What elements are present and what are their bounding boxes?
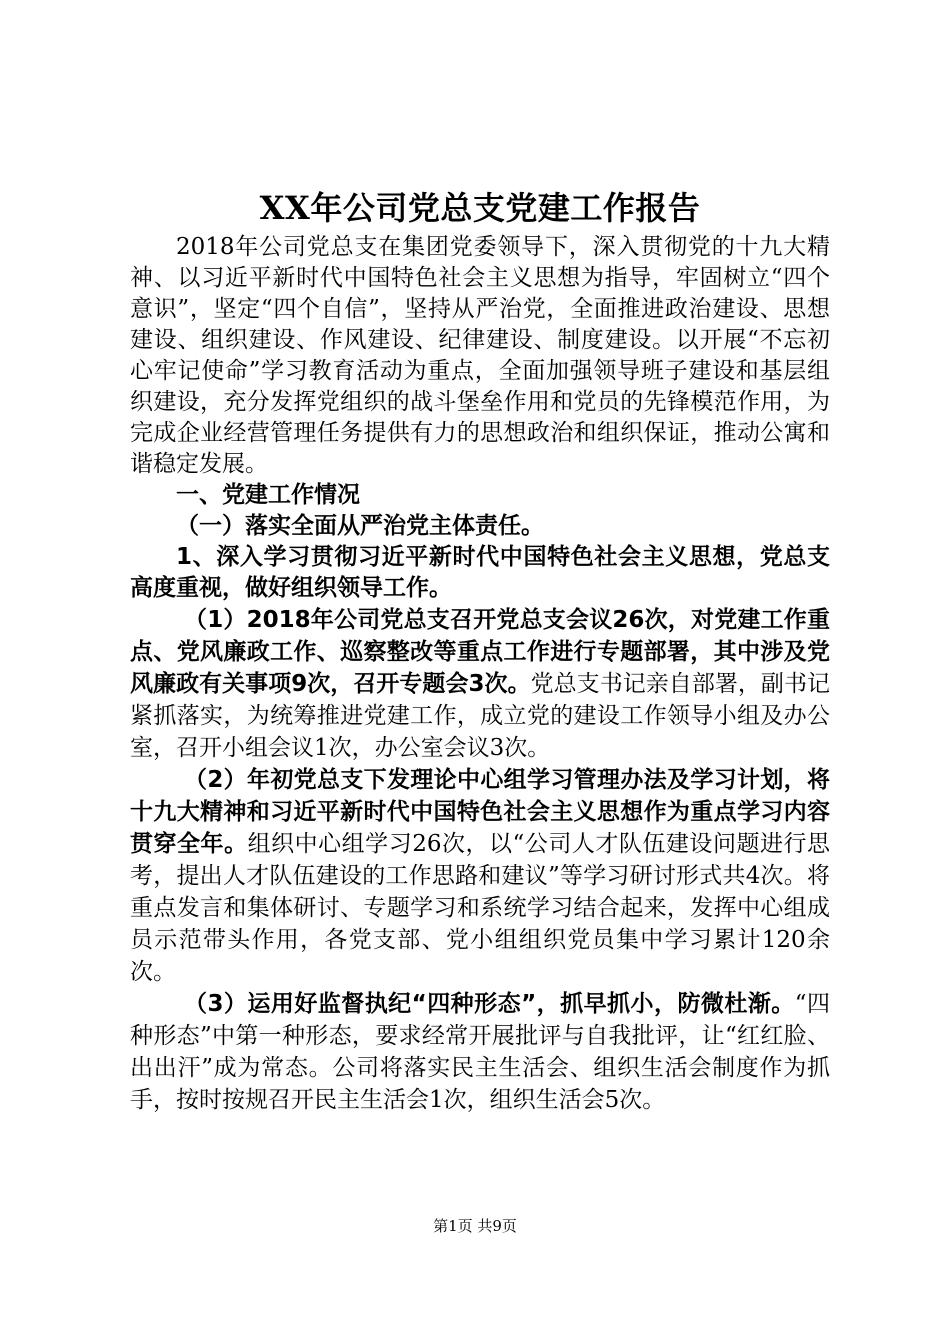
item-heading: 1、深入学习贯彻习近平新时代中国特色社会主义思想，党总支高度重视，做好组织领导工作。 <box>130 544 830 601</box>
paragraph-2-body: 组织中心组学习26次，以“公司人才队伍建设问题进行思考，提出人才队伍建设的工作思路和建议”等学习研讨形式共4次。将重点发言和集体研讨、专题学习和系统学习结合起来，发挥中心组成员示范带头作用，各党支部、党小组组织党员集中学习累计120余次。 <box>130 831 831 985</box>
document-page <box>130 186 830 1116</box>
page-footer: 第1页 共9页 <box>433 1217 517 1235</box>
paragraph-1-body: 党总支书记亲自部署，副书记紧抓落实，为统筹推进党建工作，成立党的建设工作领导小组及办公室，召开小组会议1次，办公室会议3次。 <box>130 671 831 761</box>
subsection-heading: （一）落实全面从严治党主体责任。 <box>176 513 544 539</box>
paragraph-3 <box>130 988 830 1116</box>
paragraph-1 <box>130 604 830 764</box>
document-title: XX年公司党总支党建工作报告 <box>259 189 701 227</box>
intro-paragraph: 2018年公司党总支在集团党委领导下，深入贯彻党的十九大精神、以习近平新时代中国特色社会主义思想为指导，牢固树立“四个意识”，坚定“四个自信”，坚持从严治党，全面推进政治建设、思想建设、组织建设、作风建设、纪律建设、制度建设。以开展“不忘初心牢记使命”学习教育活动为重点，全面加强领导班子建设和基层组织建设，充分发挥党组织的战斗堡垒作用和党员的先锋模范作用，为完成企业经营管理任务提供有力的思想政治和组织保证，推动公寓和谐稳定发展。 <box>130 234 830 477</box>
paragraph-1-lead: （1）2018年公司党总支召开党总支会议26次，对党建工作重点、党风廉政工作、巡察整改等重点工作进行专题部署，其中涉及党风廉政有关事项9次，召开专题会3次。 <box>130 607 830 697</box>
paragraph-3-body: “四种形态”中第一种形态，要求经常开展批评与自我批评，让“红红脸、出出汗”成为常态。公司将落实民主生活会、组织生活会制度作为抓手，按时按规召开民主生活会1次，组织生活会5次。 <box>130 991 830 1113</box>
paragraph-2 <box>130 764 830 988</box>
paragraph-2-lead: （2）年初党总支下发理论中心组学习管理办法及学习计划，将十九大精神和习近平新时代中国特色社会主义思想作为重点学习内容贯穿全年。 <box>130 767 830 857</box>
section-heading: 一、党建工作情况 <box>176 482 360 508</box>
paragraph-3-lead: （3）运用好监督执纪“四种形态”，抓早抓小，防微杜渐。 <box>184 991 795 1017</box>
